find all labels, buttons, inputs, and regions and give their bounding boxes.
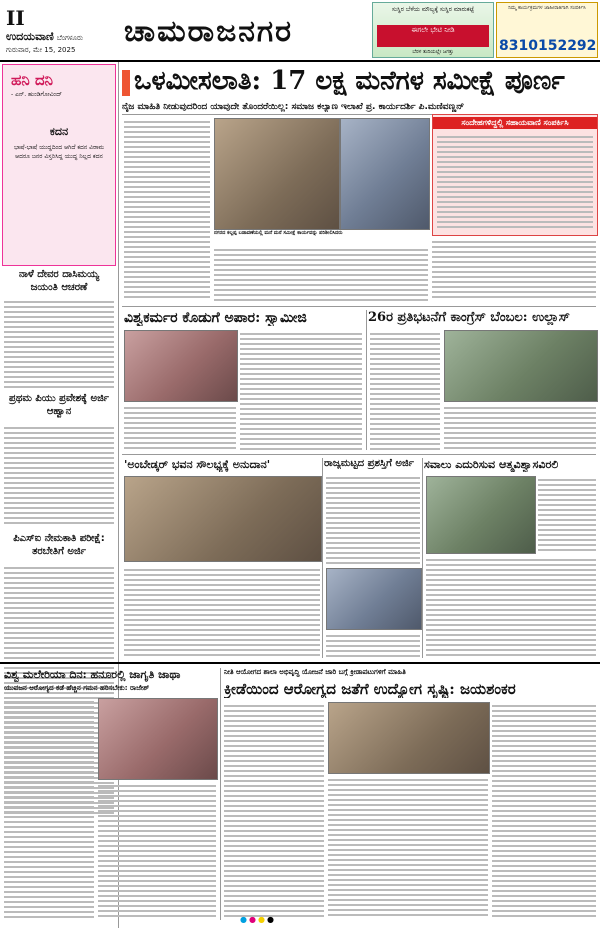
challenge-photo <box>426 476 536 554</box>
ambedkar-body <box>124 566 320 658</box>
challenge-body <box>426 556 596 658</box>
story-pu-body <box>4 424 114 524</box>
page-number: II <box>6 6 25 30</box>
challenge-headline: ಸವಾಲು ಎದುರಿಸುವ ಆತ್ಮವಿಶ್ವಾಸವಿರಲಿ <box>424 458 559 471</box>
sports-body-col1 <box>224 702 324 918</box>
sports-kicker: ನೀತಿ ಆಯೋಗದ ಶಾಲಾ ಅಭಿವೃದ್ಧಿ ಯೋಜನೆ ಜಾರಿ ಬಗ್ಗೆ ಕ್ರೀಡಾಪಟುಗಳಿಗೆ ಮಾಹಿತಿ <box>224 668 406 676</box>
advert-right-text: ನಿಮ್ಮ ಕಾರ್ಯಕ್ರಮಗಳ ಜಾಹೀರಾತಿಗಾಗಿ ಸಂಪರ್ಕಿಸಿ <box>508 5 586 11</box>
vishwakarma-body-2 <box>124 404 236 450</box>
congress-body <box>370 330 440 450</box>
congress-photo <box>444 330 598 402</box>
challenge-photo-caption <box>538 476 596 552</box>
paper-name <box>6 30 83 44</box>
malaria-body-2 <box>98 782 216 918</box>
helpline-sidebox <box>432 114 598 236</box>
advert-top-right <box>496 2 598 58</box>
lead-accent-bar <box>122 70 130 96</box>
masthead <box>0 0 600 62</box>
malaria-headline: ವಿಶ್ವ ಮಲೇರಿಯಾ ದಿನ: ಹನೂರಲ್ಲಿ ಜಾಗೃತಿ ಜಾಥಾ <box>4 668 181 681</box>
paper-edition: ಬೆಂಗಳೂರು <box>56 34 83 42</box>
ambedkar-headline: 'ಅಂಬೇಡ್ಕರ್ ಭವನ ಸೌಲಭ್ಯಕ್ಕೆ ಅನುದಾನ' <box>124 458 271 471</box>
divider <box>122 306 596 307</box>
lead-body-col3 <box>432 238 596 302</box>
divider <box>422 458 423 658</box>
award-photo <box>326 568 422 630</box>
malaria-subhead: ಯುವಜನ ಆರೋಗ್ಯದ ಕಡೆ ಹೆಚ್ಚಿನ ಗಮನ ಹರಿಸಬೇಕು: ರಾಜೇಶ್ <box>4 684 150 692</box>
award-headline: ರಾಜ್ಯಮಟ್ಟದ ಪ್ರಶಸ್ತಿಗೆ ಅರ್ಜಿ <box>324 458 414 469</box>
award-body <box>326 474 420 564</box>
vishwakarma-body <box>240 330 362 450</box>
sports-photo <box>328 702 490 774</box>
lead-photo-2 <box>340 118 430 230</box>
honey-verse: ಭಾಷೆ-ಭಾಷೆ ಯುದ್ಧದಿಂದ ಆಗಿದೆ ಕದನ ವಿರಾಮ ಆದರೂ ಜನರ ವಿಸ್ತರಿಸಿದ್ದ ಯುದ್ಧ ನಿಲ್ಲದ ಕದನ <box>13 144 105 160</box>
lead-body-col1 <box>124 118 210 298</box>
advert-phone: 8310152292 <box>499 38 597 54</box>
divider <box>220 668 221 920</box>
divider <box>322 458 323 658</box>
lead-headline: ಒಳಮೀಸಲಾತಿ: 17 ಲಕ್ಷ ಮನೆಗಳ ಸಮೀಕ್ಷೆ ಪೂರ್ಣ <box>134 66 565 96</box>
vishwakarma-photo <box>124 330 238 402</box>
malaria-body <box>4 698 94 918</box>
print-registration-marks: ●●●● <box>240 915 276 924</box>
dateline: ಗುರುವಾರ, ಮೇ 15, 2025 <box>6 46 76 54</box>
lead-photo-1 <box>214 118 340 230</box>
congress-body-2 <box>444 404 596 450</box>
advert-line3: ಬೆರಳ ತುದಿಯಲ್ಲೇ ಜಗತ್ತು <box>412 49 454 55</box>
vishwakarma-headline: ವಿಶ್ವಕರ್ಮರ ಕೊಡುಗೆ ಅಪಾರ: ಸ್ವಾಮೀಜಿ <box>124 310 307 326</box>
helpline-title: ಸಂದೇಹಗಳಿದ್ದಲ್ಲಿ ಸಹಾಯವಾಣಿ ಸಂಪರ್ಕಿಸಿ <box>433 117 597 129</box>
lead-headline-block <box>122 66 596 100</box>
story-dasimayya-title: ನಾಳೆ ದೇವರ ದಾಸಿಮಯ್ಯ ಜಯಂತಿ ಆಚರಣೆ <box>18 269 100 293</box>
divider <box>122 454 596 455</box>
lead-photo-caption: ನಗರದ ಕಲ್ಲಪ್ಪ ಬಡಾವಣೆಯಲ್ಲಿ ಮನೆ ಮನೆ ಸಮೀಕ್ಷೆ ಕಾರ್ಯವನ್ನು ಪರಿಶೀಲಿಸಿದರು <box>214 230 343 236</box>
honey-logo: ಹನಿ ದನಿ <box>11 71 53 89</box>
honey-byline: - ಎನ್. ಹುಂಡಿಗೋವಿಂದ್ <box>11 91 62 98</box>
congress-headline: 26ರ ಪ್ರತಿಭಟನೆಗೆ ಕಾಂಗ್ರೆಸ್ ಬೆಂಬಲ: ಉಲ್ಲಾಸ್ <box>368 310 570 325</box>
divider <box>366 310 367 450</box>
story-dasimayya-body <box>4 298 114 388</box>
sports-body-col3 <box>492 702 596 918</box>
advert-highlight: ಈಗಲೇ ಭೇಟಿ ನೀಡಿ <box>377 25 489 47</box>
sports-headline: ಕ್ರೀಡೆಯಿಂದ ಆರೋಗ್ಯದ ಜತೆಗೆ ಉದ್ಯೋಗ ಸೃಷ್ಟಿ: ಜಯಶಂಕರ <box>224 680 516 698</box>
story-psi-title: ಪಿಎಸ್‌ಐ ನೇಮಕಾತಿ ಪರೀಕ್ಷೆ: ತರಬೇತಿಗೆ ಅರ್ಜಿ <box>13 533 105 557</box>
award-body-2 <box>326 632 420 658</box>
district-title: ಚಾಮರಾಜನಗರ <box>124 14 294 49</box>
honey-dani-box <box>2 64 116 266</box>
advert-line1: ಸುಸ್ಥಿರ ಬೆಳೆಯ ಮೌಲ್ಯಕ್ಕೆ ಸುಸ್ಥಿರ ಮಾರುಕಟ್ಟೆ <box>391 6 475 13</box>
lead-subhead: ನೈಜ ಮಾಹಿತಿ ನೀಡುವುದರಿಂದ ಯಾವುದೇ ತೊಂದರೆಯಿಲ್ಲ: ಸಮಾಜ ಕಲ್ಯಾಣ ಇಲಾಖೆ ಪ್ರ. ಕಾರ್ಯದರ್ಶಿ ಪಿ.ಮಣಿವಣ್ಣನ್ <box>122 102 465 112</box>
lead-body-col2 <box>214 246 428 302</box>
helpline-body <box>437 133 593 231</box>
honey-heading: ಕದನ <box>49 125 69 138</box>
ambedkar-photo <box>124 476 322 562</box>
advert-top-center <box>372 2 494 58</box>
sports-body-col2 <box>328 776 488 918</box>
paper-name-text: ಉದಯವಾಣಿ <box>6 30 54 43</box>
story-pu-title: ಪ್ರಥಮ ಪಿಯು ಪ್ರವೇಶಕ್ಕೆ ಅರ್ಜಿ ಆಹ್ವಾನ <box>9 393 109 417</box>
section-divider <box>0 662 600 664</box>
malaria-photo <box>98 698 218 780</box>
